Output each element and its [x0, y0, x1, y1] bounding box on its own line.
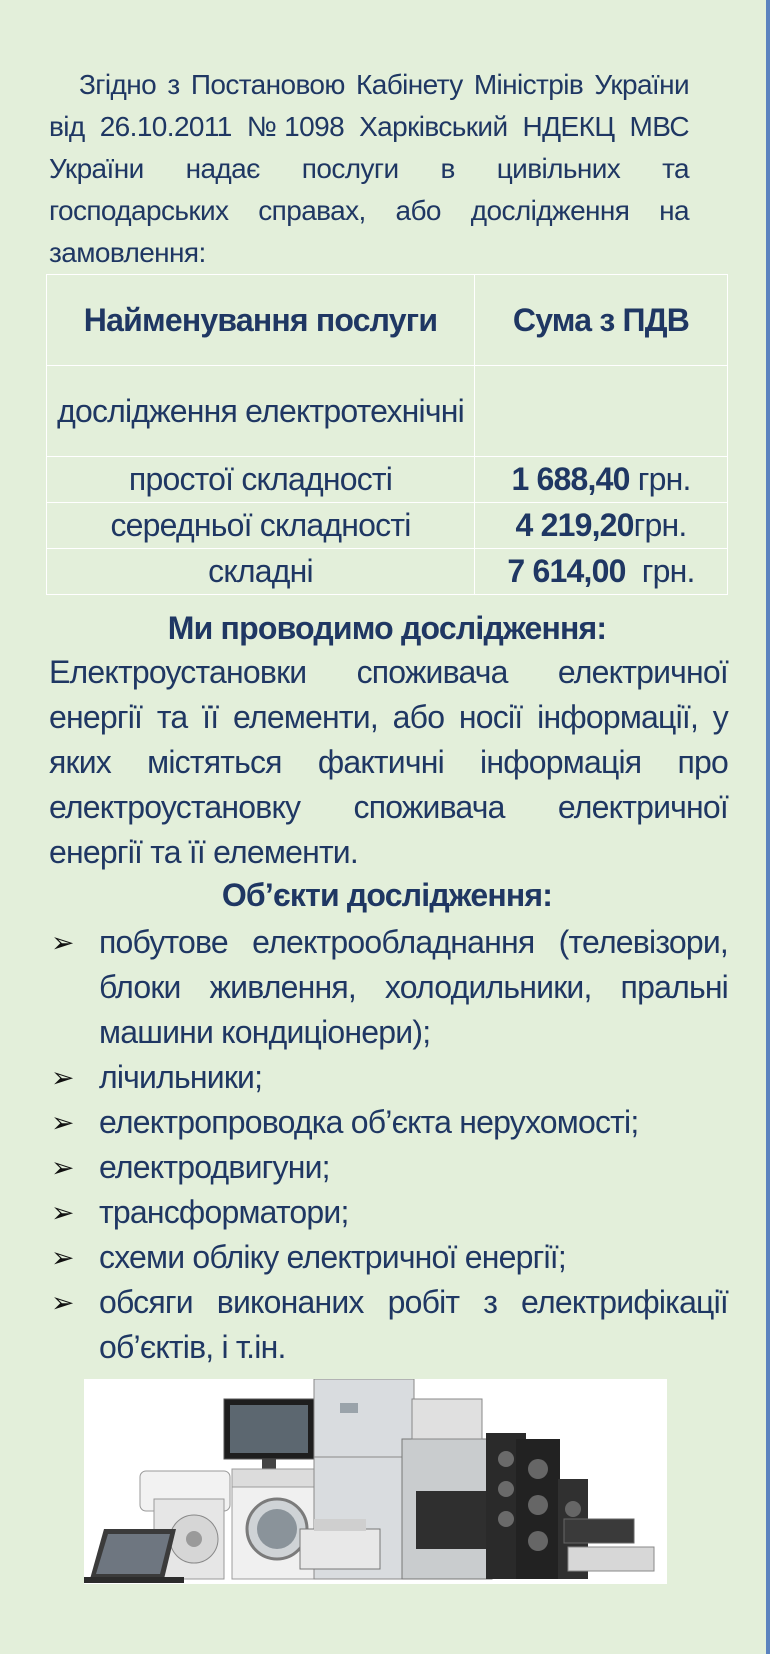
amount-value: 7 614,00 — [507, 553, 626, 589]
amount-cell — [475, 503, 728, 549]
header-amount: Сума з ПДВ — [475, 275, 728, 366]
table-row — [47, 366, 728, 457]
price-table — [46, 274, 728, 595]
objects-list — [49, 920, 728, 1370]
list-item-text: трансформатори; — [99, 1194, 349, 1230]
research-description: Електроустановки споживача електричної енергії та її елементи, або носії інформації, у яких містяться фактичні інформація про електроустановку споживача електричної енергії та її елементи. — [49, 654, 728, 870]
currency-label: грн. — [625, 553, 695, 589]
list-item-text: обсяги виконаних робіт з електрифікації об’єктів, і т.ін. — [99, 1284, 728, 1365]
objects-heading: Об’єкти дослідження: — [221, 877, 553, 913]
arrow-right-icon: ➢ — [51, 1242, 74, 1273]
arrow-right-icon: ➢ — [51, 1287, 74, 1318]
arrow-right-icon: ➢ — [51, 927, 74, 958]
arrow-right-icon: ➢ — [51, 1197, 74, 1228]
table-row — [47, 549, 728, 595]
list-item-text: лічильники; — [99, 1059, 263, 1095]
appliances-image — [84, 1379, 667, 1584]
list-item — [49, 1100, 728, 1145]
arrow-right-icon: ➢ — [51, 1062, 74, 1093]
amount-value: 4 219,20 — [515, 507, 634, 543]
list-item-text: схеми обліку електричної енергії; — [99, 1239, 566, 1275]
amount-value: 1 688,40 — [511, 461, 630, 497]
intro-paragraph: Згідно з Постановою Кабінету Міністрів України від 26.10.2011 №1098 Харківський НДЕКЦ МВС України надає послуги в цивільних та господарських справах, або дослідження на замовлення: — [49, 69, 689, 268]
table-row — [47, 503, 728, 549]
list-item — [49, 1055, 728, 1100]
list-item-text: побутове електрообладнання (телевізори, блоки живлення, холодильники, пральні машини кондиціонери); — [99, 924, 728, 1050]
table-row — [47, 457, 728, 503]
arrow-right-icon: ➢ — [51, 1107, 74, 1138]
currency-label: грн. — [633, 507, 687, 543]
currency-label: грн. — [629, 461, 691, 497]
amount-cell — [475, 549, 728, 595]
research-heading: Ми проводимо дослідження: — [167, 610, 607, 646]
list-item — [49, 1145, 728, 1190]
list-item-text: електропроводка об’єкта нерухомості; — [99, 1104, 639, 1140]
page-edge — [766, 0, 770, 1654]
service-cell: складні — [47, 549, 475, 595]
list-item — [49, 1235, 728, 1280]
service-cell: простої складності — [47, 457, 475, 503]
appliances-illustration — [84, 1379, 667, 1584]
list-item — [49, 1190, 728, 1235]
list-item — [49, 1280, 728, 1370]
list-item — [49, 920, 728, 1055]
amount-cell — [475, 457, 728, 503]
arrow-right-icon: ➢ — [51, 1152, 74, 1183]
amount-cell — [475, 366, 728, 457]
service-cell: середньої складності — [47, 503, 475, 549]
service-cell: дослідження електротехнічні — [47, 366, 475, 457]
table-header-row — [47, 275, 728, 366]
list-item-text: електродвигуни; — [99, 1149, 330, 1185]
header-service: Найменування послуги — [47, 275, 475, 366]
